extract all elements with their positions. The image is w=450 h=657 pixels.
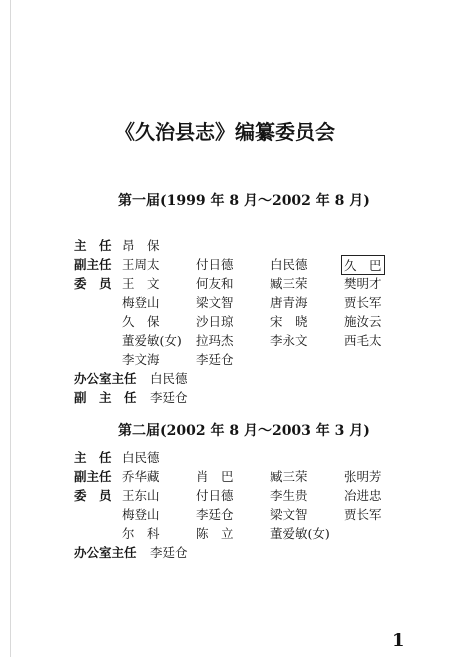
office-role-label: 办公室主任 [74,371,137,386]
member-name-boxed: 久 巴 [341,255,385,275]
member-name: 付日德 [196,257,234,272]
member-name: 付日德 [196,488,234,503]
office-member-name: 白民德 [150,371,188,386]
member-name: 肖 巴 [196,469,234,484]
member-name: 宋 晓 [270,314,308,329]
session-2-heading: 第二届(2002 年 8 月～2003 年 3 月) [118,423,370,439]
member-name: 乔华藏 [122,469,160,484]
member-name: 王 文 [122,276,160,291]
member-name: 王东山 [122,488,160,503]
member-name: 施汝云 [344,314,382,329]
member-name: 昂 保 [122,238,160,253]
member-name: 梅登山 [122,507,160,522]
page-title: 《久治县志》编纂委员会 [115,120,335,144]
member-name: 陈 立 [196,526,234,541]
role-label: 主 任 [74,238,112,253]
member-name: 冶进忠 [344,488,382,503]
member-name: 贾长军 [344,295,382,310]
member-name: 李永文 [270,333,308,348]
office-role-label: 办公室主任 [74,545,137,560]
member-name: 臧三荣 [270,469,308,484]
member-name: 张明芳 [344,469,382,484]
member-name: 李廷仓 [196,352,234,367]
member-name: 臧三荣 [270,276,308,291]
scan-edge [10,0,11,657]
member-name: 梁文智 [196,295,234,310]
member-name: 董爱敏(女) [122,333,182,348]
member-name: 梁文智 [270,507,308,522]
office-member-name: 李廷仓 [150,390,188,405]
member-name: 唐青海 [270,295,308,310]
member-name: 李生贵 [270,488,308,503]
member-name: 久 保 [122,314,160,329]
member-name: 李廷仓 [196,507,234,522]
role-label: 主 任 [74,450,112,465]
member-name: 王周太 [122,257,160,272]
member-name: 拉玛杰 [196,333,234,348]
role-label: 委 员 [74,276,112,291]
member-name: 西毛太 [344,333,382,348]
session-1-heading: 第一届(1999 年 8 月～2002 年 8 月) [118,193,370,209]
page-number: 1 [392,630,405,651]
member-name: 何友和 [196,276,234,291]
role-label: 副主任 [74,257,112,272]
office-role-label: 副 主 任 [74,390,137,405]
member-name: 白民德 [270,257,308,272]
member-name: 沙日琼 [196,314,234,329]
member-name: 董爱敏(女) [270,526,330,541]
member-name: 贾长军 [344,507,382,522]
office-member-name: 李廷仓 [150,545,188,560]
member-name: 白民德 [122,450,160,465]
member-name: 樊明才 [344,276,382,291]
role-label: 副主任 [74,469,112,484]
role-label: 委 员 [74,488,112,503]
member-name: 尔 科 [122,526,160,541]
member-name: 李文海 [122,352,160,367]
member-name: 梅登山 [122,295,160,310]
